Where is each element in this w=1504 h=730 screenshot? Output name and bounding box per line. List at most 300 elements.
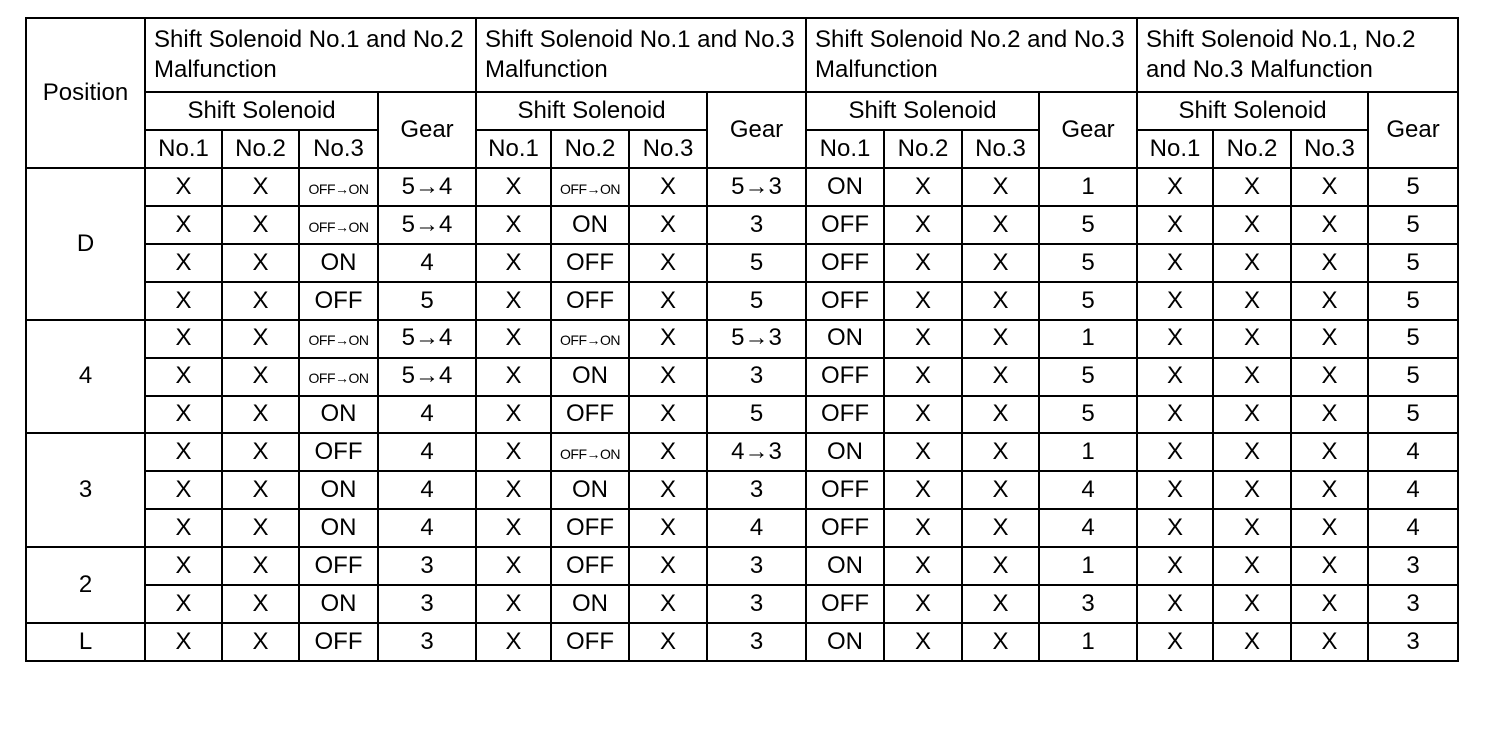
solenoid-state-cell	[884, 206, 962, 244]
solenoid-state-cell	[806, 358, 884, 396]
solenoid-state-cell	[806, 623, 884, 661]
group-header-no2-no3: Shift Solenoid No.2 and No.3 Malfunction	[806, 18, 1137, 92]
solenoid-state-cell	[145, 282, 222, 320]
cell-value: X	[659, 172, 676, 200]
shift-solenoid-header: Shift Solenoid	[1137, 92, 1368, 130]
cell-value: X	[1321, 438, 1338, 466]
solenoid-state-cell	[629, 509, 707, 547]
solenoid-state-cell	[1213, 396, 1291, 434]
table-row	[26, 509, 1458, 547]
solenoid-state-cell	[145, 396, 222, 434]
solenoid-no1-header: No.1	[145, 130, 222, 168]
cell-value: X	[1166, 589, 1183, 617]
solenoid-state-cell	[476, 282, 551, 320]
cell-value: X	[914, 438, 931, 466]
cell-value: 3	[420, 589, 434, 617]
solenoid-state-cell	[551, 623, 629, 661]
table-row	[26, 433, 1458, 471]
table-row	[26, 547, 1458, 585]
cell-value: OFF→ON	[308, 332, 369, 349]
solenoid-state-cell	[884, 471, 962, 509]
cell-value: X	[505, 286, 522, 314]
cell-value: X	[1243, 362, 1260, 390]
cell-value: X	[252, 210, 269, 238]
cell-value: X	[1321, 286, 1338, 314]
cell-value: OFF→ON	[308, 370, 369, 387]
gear-cell	[1039, 358, 1137, 396]
gear-cell	[707, 206, 806, 244]
solenoid-state-cell	[476, 396, 551, 434]
cell-value: 1	[1081, 627, 1095, 655]
cell-value: X	[1166, 362, 1183, 390]
cell-value: OFF	[821, 248, 869, 276]
solenoid-state-cell	[1291, 320, 1368, 358]
gear-cell	[1039, 433, 1137, 471]
solenoid-state-cell	[299, 509, 378, 547]
cell-value: X	[175, 589, 192, 617]
solenoid-no3-header: No.3	[299, 130, 378, 168]
cell-value: 4	[420, 438, 434, 466]
solenoid-no1-header: No.1	[806, 130, 884, 168]
gear-cell	[1368, 471, 1458, 509]
solenoid-state-cell	[222, 547, 299, 585]
shift-solenoid-header: Shift Solenoid	[806, 92, 1039, 130]
solenoid-state-cell	[1213, 282, 1291, 320]
cell-value: 1	[1081, 324, 1095, 352]
cell-value: X	[659, 476, 676, 504]
gear-cell	[1368, 168, 1458, 206]
gear-header: Gear	[378, 92, 476, 168]
cell-value: X	[992, 172, 1009, 200]
cell-value: X	[992, 589, 1009, 617]
position-cell: 3	[26, 433, 145, 547]
cell-value: X	[505, 248, 522, 276]
cell-value: X	[252, 438, 269, 466]
solenoid-state-cell	[806, 547, 884, 585]
cell-value: X	[914, 589, 931, 617]
cell-value: X	[992, 514, 1009, 542]
gear-cell	[1039, 282, 1137, 320]
cell-value: 5→4	[401, 362, 453, 390]
group-header-no1-no2: Shift Solenoid No.1 and No.2 Malfunction	[145, 18, 476, 92]
solenoid-state-cell	[629, 547, 707, 585]
cell-value: 4	[749, 514, 764, 542]
cell-value: X	[914, 248, 931, 276]
position-header: Position	[26, 18, 145, 168]
solenoid-state-cell	[806, 396, 884, 434]
cell-value: OFF	[821, 589, 869, 617]
cell-value: X	[659, 248, 676, 276]
cell-value: 5	[1406, 400, 1420, 428]
cell-value: X	[1321, 324, 1338, 352]
cell-value: 5	[1081, 400, 1095, 428]
solenoid-state-cell	[1213, 585, 1291, 623]
cell-value: X	[175, 248, 192, 276]
solenoid-state-cell	[1291, 282, 1368, 320]
solenoid-state-cell	[551, 244, 629, 282]
cell-value: OFF→ON	[560, 180, 620, 197]
cell-value: ON	[320, 248, 357, 276]
cell-value: ON	[320, 589, 357, 617]
cell-value: X	[252, 476, 269, 504]
cell-value: 5	[1081, 362, 1095, 390]
gear-cell	[1368, 244, 1458, 282]
cell-value: 3	[749, 362, 764, 390]
cell-value: ON	[320, 476, 357, 504]
cell-value: 3	[749, 589, 764, 617]
cell-value: 1	[1081, 172, 1095, 200]
solenoid-state-cell	[1213, 433, 1291, 471]
solenoid-state-cell	[1213, 471, 1291, 509]
gear-cell	[1039, 623, 1137, 661]
solenoid-state-cell	[1137, 396, 1213, 434]
cell-value: X	[992, 324, 1009, 352]
cell-value: X	[659, 286, 676, 314]
solenoid-state-cell	[1137, 509, 1213, 547]
cell-value: OFF	[821, 362, 869, 390]
cell-value: X	[175, 362, 192, 390]
solenoid-state-cell	[962, 168, 1039, 206]
gear-cell	[707, 320, 806, 358]
cell-value: OFF	[566, 400, 614, 428]
cell-value: X	[175, 210, 192, 238]
cell-value: X	[1321, 476, 1338, 504]
table-row	[26, 396, 1458, 434]
cell-value: X	[175, 400, 192, 428]
solenoid-state-cell	[806, 320, 884, 358]
cell-value: 3	[1406, 589, 1420, 617]
solenoid-state-cell	[629, 358, 707, 396]
cell-value: X	[914, 362, 931, 390]
cell-value: OFF→ON	[308, 218, 369, 235]
cell-value: 5→4	[401, 172, 453, 200]
solenoid-state-cell	[551, 471, 629, 509]
cell-value: X	[1321, 400, 1338, 428]
solenoid-state-cell	[962, 547, 1039, 585]
solenoid-state-cell	[476, 433, 551, 471]
cell-value: ON	[827, 627, 863, 655]
solenoid-state-cell	[962, 320, 1039, 358]
cell-value: 3	[1406, 551, 1420, 579]
cell-value: X	[505, 476, 522, 504]
solenoid-state-cell	[299, 623, 378, 661]
solenoid-state-cell	[1137, 547, 1213, 585]
cell-value: X	[175, 476, 192, 504]
cell-value: X	[992, 210, 1009, 238]
solenoid-state-cell	[806, 585, 884, 623]
solenoid-state-cell	[962, 206, 1039, 244]
solenoid-state-cell	[222, 206, 299, 244]
gear-cell	[1039, 585, 1137, 623]
solenoid-state-cell	[629, 623, 707, 661]
gear-cell	[1039, 244, 1137, 282]
solenoid-no2-header: No.2	[884, 130, 962, 168]
solenoid-state-cell	[1291, 585, 1368, 623]
solenoid-state-cell	[299, 320, 378, 358]
cell-value: X	[175, 324, 192, 352]
cell-value: X	[252, 248, 269, 276]
solenoid-state-cell	[1213, 206, 1291, 244]
table-row	[26, 471, 1458, 509]
cell-value: X	[659, 210, 676, 238]
cell-value: 3	[1406, 627, 1420, 655]
solenoid-state-cell	[1137, 282, 1213, 320]
gear-cell	[378, 471, 476, 509]
group-header-no1-no3: Shift Solenoid No.1 and No.3 Malfunction	[476, 18, 806, 92]
cell-value: X	[1166, 476, 1183, 504]
gear-cell	[707, 471, 806, 509]
solenoid-state-cell	[476, 320, 551, 358]
solenoid-state-cell	[476, 471, 551, 509]
cell-value: X	[914, 476, 931, 504]
gear-cell	[1368, 433, 1458, 471]
solenoid-state-cell	[551, 547, 629, 585]
cell-value: X	[1243, 210, 1260, 238]
solenoid-state-cell	[962, 282, 1039, 320]
solenoid-state-cell	[962, 244, 1039, 282]
solenoid-state-cell	[1213, 509, 1291, 547]
solenoid-state-cell	[145, 320, 222, 358]
gear-cell	[378, 433, 476, 471]
solenoid-state-cell	[222, 433, 299, 471]
cell-value: 5	[420, 286, 434, 314]
cell-value: 4	[1406, 514, 1420, 542]
cell-value: X	[1166, 551, 1183, 579]
cell-value: X	[992, 400, 1009, 428]
gear-cell	[378, 509, 476, 547]
gear-cell	[707, 623, 806, 661]
cell-value: X	[1321, 248, 1338, 276]
cell-value: X	[1166, 172, 1183, 200]
gear-cell	[1039, 320, 1137, 358]
cell-value: X	[1321, 210, 1338, 238]
solenoid-state-cell	[1137, 585, 1213, 623]
cell-value: X	[659, 589, 676, 617]
solenoid-state-cell	[1291, 244, 1368, 282]
solenoid-state-cell	[629, 585, 707, 623]
cell-value: X	[914, 210, 931, 238]
solenoid-state-cell	[222, 168, 299, 206]
cell-value: X	[505, 514, 522, 542]
cell-value: OFF	[314, 551, 363, 579]
cell-value: 5	[1081, 248, 1095, 276]
cell-value: 5	[749, 248, 764, 276]
gear-cell	[1039, 547, 1137, 585]
gear-cell	[707, 244, 806, 282]
cell-value: X	[1321, 514, 1338, 542]
solenoid-state-cell	[806, 433, 884, 471]
cell-value: 5→3	[731, 324, 782, 352]
cell-value: ON	[572, 210, 608, 238]
cell-value: OFF	[566, 514, 614, 542]
solenoid-state-cell	[962, 623, 1039, 661]
cell-value: X	[659, 627, 676, 655]
solenoid-state-cell	[1291, 206, 1368, 244]
solenoid-state-cell	[629, 168, 707, 206]
solenoid-state-cell	[1291, 509, 1368, 547]
cell-value: X	[992, 362, 1009, 390]
cell-value: X	[252, 362, 269, 390]
solenoid-state-cell	[145, 623, 222, 661]
solenoid-state-cell	[884, 320, 962, 358]
cell-value: OFF	[314, 286, 363, 314]
cell-value: 4	[420, 400, 434, 428]
gear-cell	[707, 433, 806, 471]
solenoid-state-cell	[629, 320, 707, 358]
gear-cell	[378, 358, 476, 396]
cell-value: X	[914, 286, 931, 314]
solenoid-state-cell	[1137, 358, 1213, 396]
cell-value: X	[252, 172, 269, 200]
cell-value: X	[175, 514, 192, 542]
cell-value: X	[914, 324, 931, 352]
solenoid-state-cell	[222, 623, 299, 661]
cell-value: 1	[1081, 551, 1095, 579]
cell-value: X	[659, 324, 676, 352]
solenoid-state-cell	[1213, 244, 1291, 282]
cell-value: X	[659, 438, 676, 466]
cell-value: X	[1243, 438, 1260, 466]
cell-value: OFF	[314, 627, 363, 655]
solenoid-state-cell	[476, 244, 551, 282]
solenoid-state-cell	[145, 433, 222, 471]
cell-value: X	[992, 286, 1009, 314]
cell-value: X	[175, 172, 192, 200]
solenoid-state-cell	[806, 244, 884, 282]
cell-value: X	[992, 438, 1009, 466]
cell-value: 3	[1081, 589, 1095, 617]
solenoid-state-cell	[884, 623, 962, 661]
gear-cell	[378, 623, 476, 661]
solenoid-malfunction-table	[25, 17, 1459, 662]
solenoid-state-cell	[629, 244, 707, 282]
gear-cell	[707, 396, 806, 434]
solenoid-state-cell	[476, 168, 551, 206]
cell-value: 5	[1406, 324, 1420, 352]
cell-value: 5	[749, 400, 764, 428]
cell-value: OFF	[566, 627, 614, 655]
solenoid-state-cell	[629, 471, 707, 509]
table-row	[26, 168, 1458, 206]
solenoid-state-cell	[1213, 623, 1291, 661]
solenoid-state-cell	[299, 244, 378, 282]
solenoid-state-cell	[222, 396, 299, 434]
solenoid-state-cell	[884, 168, 962, 206]
gear-cell	[378, 282, 476, 320]
gear-cell	[378, 396, 476, 434]
solenoid-state-cell	[1137, 471, 1213, 509]
gear-cell	[1039, 471, 1137, 509]
cell-value: 4→3	[731, 438, 782, 466]
position-cell: 4	[26, 320, 145, 434]
solenoid-state-cell	[299, 471, 378, 509]
cell-value: X	[659, 551, 676, 579]
gear-cell	[707, 509, 806, 547]
solenoid-state-cell	[222, 282, 299, 320]
cell-value: X	[252, 627, 269, 655]
gear-cell	[1368, 585, 1458, 623]
solenoid-state-cell	[806, 509, 884, 547]
gear-cell	[1368, 320, 1458, 358]
cell-value: OFF	[821, 286, 869, 314]
gear-cell	[1368, 206, 1458, 244]
cell-value: X	[1166, 210, 1183, 238]
cell-value: X	[505, 400, 522, 428]
cell-value: OFF	[566, 248, 614, 276]
cell-value: X	[505, 589, 522, 617]
solenoid-state-cell	[299, 585, 378, 623]
cell-value: X	[252, 514, 269, 542]
cell-value: 4	[1406, 438, 1420, 466]
cell-value: ON	[572, 589, 608, 617]
cell-value: 5	[1081, 286, 1095, 314]
cell-value: X	[1243, 589, 1260, 617]
cell-value: ON	[827, 551, 863, 579]
cell-value: ON	[827, 172, 863, 200]
cell-value: X	[914, 172, 931, 200]
cell-value: 4	[420, 248, 434, 276]
solenoid-state-cell	[884, 396, 962, 434]
solenoid-state-cell	[551, 585, 629, 623]
cell-value: OFF→ON	[560, 332, 620, 349]
solenoid-no3-header: No.3	[1291, 130, 1368, 168]
cell-value: X	[505, 627, 522, 655]
solenoid-state-cell	[884, 509, 962, 547]
gear-cell	[707, 168, 806, 206]
cell-value: X	[1243, 514, 1260, 542]
position-cell: L	[26, 623, 145, 661]
solenoid-state-cell	[145, 358, 222, 396]
cell-value: X	[914, 514, 931, 542]
cell-value: 4	[1406, 476, 1420, 504]
solenoid-state-cell	[1137, 623, 1213, 661]
cell-value: X	[252, 324, 269, 352]
solenoid-state-cell	[299, 547, 378, 585]
cell-value: X	[1243, 324, 1260, 352]
cell-value: X	[1166, 627, 1183, 655]
cell-value: X	[175, 551, 192, 579]
solenoid-state-cell	[551, 320, 629, 358]
solenoid-state-cell	[476, 358, 551, 396]
cell-value: 5	[1406, 362, 1420, 390]
gear-header: Gear	[707, 92, 806, 168]
gear-cell	[378, 320, 476, 358]
solenoid-state-cell	[145, 509, 222, 547]
solenoid-state-cell	[1137, 206, 1213, 244]
cell-value: ON	[320, 514, 357, 542]
gear-cell	[1368, 623, 1458, 661]
gear-cell	[707, 282, 806, 320]
cell-value: X	[1166, 438, 1183, 466]
solenoid-state-cell	[962, 396, 1039, 434]
solenoid-state-cell	[629, 206, 707, 244]
solenoid-state-cell	[806, 206, 884, 244]
solenoid-state-cell	[299, 168, 378, 206]
cell-value: 3	[749, 627, 764, 655]
solenoid-state-cell	[476, 623, 551, 661]
group-header-no1-no2-no3: Shift Solenoid No.1, No.2 and No.3 Malfunction	[1137, 18, 1458, 92]
gear-cell	[1368, 509, 1458, 547]
cell-value: 3	[749, 210, 764, 238]
cell-value: X	[1243, 627, 1260, 655]
solenoid-state-cell	[476, 585, 551, 623]
solenoid-state-cell	[551, 358, 629, 396]
gear-cell	[707, 585, 806, 623]
solenoid-state-cell	[222, 471, 299, 509]
solenoid-no3-header: No.3	[962, 130, 1039, 168]
table-row	[26, 244, 1458, 282]
solenoid-no2-header: No.2	[1213, 130, 1291, 168]
